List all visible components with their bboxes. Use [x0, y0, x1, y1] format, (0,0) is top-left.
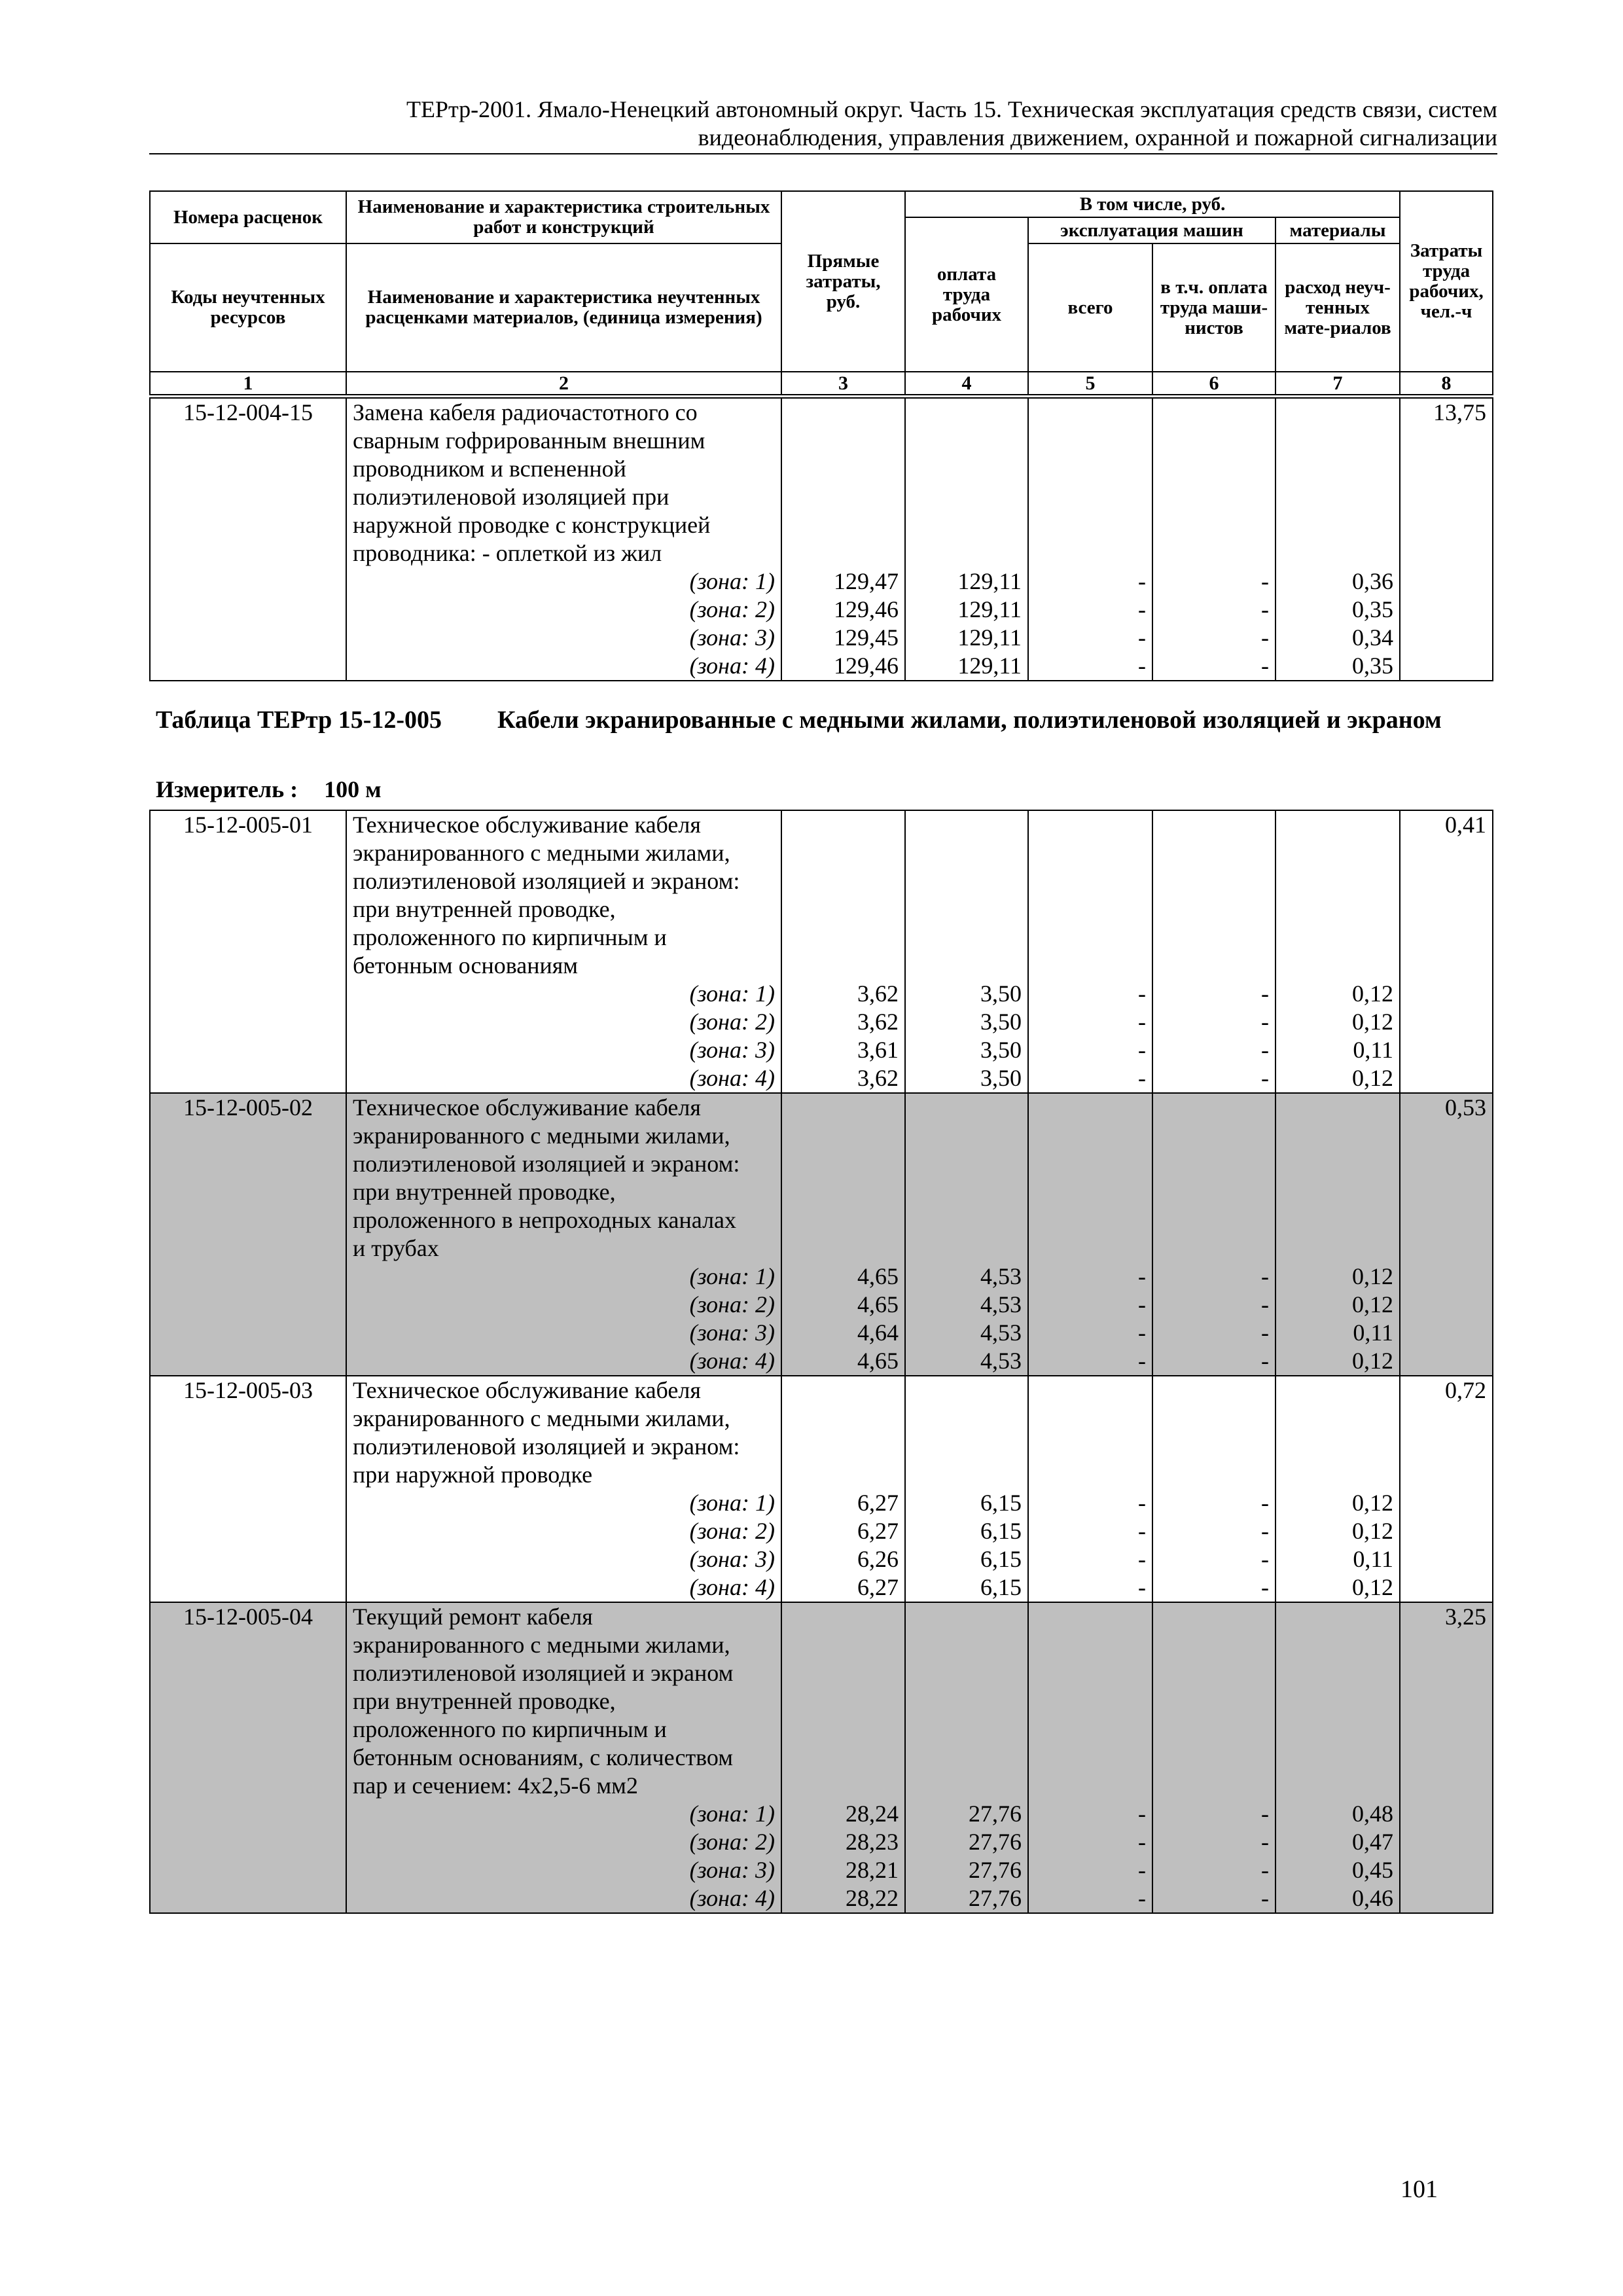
desc-line: Текущий ремонт кабеля: [353, 1604, 593, 1630]
table-row: [150, 810, 1493, 1093]
labor-costs: 0,41: [1400, 810, 1493, 1093]
value: 0,12: [1352, 1065, 1393, 1091]
value: -: [1261, 1319, 1269, 1346]
value: 28,24: [846, 1801, 899, 1827]
col-number: 7: [1275, 372, 1400, 395]
value: 3,50: [980, 1037, 1022, 1063]
wage-costs: [905, 398, 1028, 681]
col-labor: Затраты труда рабочих, чел.-ч: [1400, 191, 1493, 372]
value: 0,35: [1352, 653, 1393, 679]
value: 129,47: [834, 568, 899, 594]
rate-description: [346, 1602, 781, 1913]
value: 0,12: [1352, 1348, 1393, 1374]
value: -: [1261, 653, 1269, 679]
col-number: 8: [1400, 372, 1493, 395]
value: 3,50: [980, 1065, 1022, 1091]
labor-costs: 3,25: [1400, 1602, 1493, 1913]
value: 4,64: [857, 1319, 899, 1346]
materials: [1275, 810, 1400, 1093]
value: 0,12: [1352, 1009, 1393, 1035]
value: -: [1261, 1857, 1269, 1883]
labor-costs: 0,72: [1400, 1376, 1493, 1602]
desc-line: полиэтиленовой изоляцией и экраном:: [353, 1151, 740, 1177]
machinists-wage: [1152, 1376, 1275, 1602]
labor-costs: 13,75: [1400, 398, 1493, 681]
desc-line: проложенного по кирпичным и: [353, 924, 667, 950]
value: -: [1138, 568, 1146, 594]
desc-line: и трубах: [353, 1235, 439, 1261]
header-line-1: ТЕРтр-2001. Ямало-Ненецкий автономный округ. Часть 15. Техническая эксплуатация средств связи, систем: [406, 96, 1497, 122]
value: -: [1261, 1885, 1269, 1911]
col-codes-bottom: Коды неучтенных ресурсов: [150, 243, 346, 372]
col-number: 6: [1152, 372, 1275, 395]
value: 4,65: [857, 1263, 899, 1289]
desc-line: пар и сечением: 4х2,5-6 мм2: [353, 1772, 638, 1799]
desc-line: проводника: - оплеткой из жил: [353, 540, 662, 566]
col-name-top: Наименование и характеристика строительных работ и конструкций: [346, 191, 781, 243]
zone-label: (зона: 1): [689, 1490, 775, 1516]
table-row: [150, 1602, 1493, 1913]
value: 0,11: [1353, 1546, 1393, 1572]
table-header: [149, 190, 1493, 395]
value: 3,62: [857, 1065, 899, 1091]
value: 6,27: [857, 1518, 899, 1544]
direct-costs: [781, 1602, 905, 1913]
value: 0,11: [1353, 1037, 1393, 1063]
value: 0,12: [1352, 980, 1393, 1007]
desc-line: проложенного по кирпичным и: [353, 1716, 667, 1742]
desc-line: полиэтиленовой изоляцией и экраном: [353, 1660, 734, 1686]
value: 0,12: [1352, 1490, 1393, 1516]
value: 3,61: [857, 1037, 899, 1063]
zone-label: (зона: 3): [689, 1037, 775, 1063]
desc-line: Техническое обслуживание кабеля: [353, 1094, 701, 1121]
zone-label: (зона: 4): [689, 1065, 775, 1091]
direct-costs: [781, 810, 905, 1093]
value: -: [1138, 1037, 1146, 1063]
value: 0,12: [1352, 1263, 1393, 1289]
value: -: [1138, 1885, 1146, 1911]
value: 0,48: [1352, 1801, 1393, 1827]
value: 0,12: [1352, 1291, 1393, 1318]
value: 27,76: [969, 1885, 1022, 1911]
value: -: [1138, 1009, 1146, 1035]
machines-total: [1028, 398, 1152, 681]
value: 129,46: [834, 596, 899, 622]
machinists-wage: [1152, 1093, 1275, 1376]
value: -: [1261, 1348, 1269, 1374]
machinists-wage: [1152, 398, 1275, 681]
value: 0,34: [1352, 624, 1393, 651]
desc-line: при внутренней проводке,: [353, 1688, 616, 1714]
value: 129,11: [957, 596, 1022, 622]
value: 3,62: [857, 1009, 899, 1035]
value: 0,12: [1352, 1574, 1393, 1600]
running-header: [149, 96, 1497, 154]
table-title-name: Кабели экранированные с медными жилами, полиэтиленовой изоляцией и экраном: [497, 706, 1442, 734]
rate-code: 15-12-005-01: [150, 810, 346, 1093]
value: -: [1261, 1291, 1269, 1318]
col-mach-wage: в т.ч. оплата труда маши-нистов: [1152, 243, 1275, 372]
value: 27,76: [969, 1801, 1022, 1827]
value: -: [1138, 1518, 1146, 1544]
value: 129,11: [957, 568, 1022, 594]
col-number: 4: [905, 372, 1028, 395]
value: -: [1261, 1009, 1269, 1035]
value: 3,50: [980, 1009, 1022, 1035]
value: 3,50: [980, 980, 1022, 1007]
zone-label: (зона: 4): [689, 653, 775, 679]
value: 6,26: [857, 1546, 899, 1572]
rate-code: 15-12-005-02: [150, 1093, 346, 1376]
desc-line: полиэтиленовой изоляцией и экраном:: [353, 1433, 740, 1460]
wage-costs: [905, 1376, 1028, 1602]
materials: [1275, 398, 1400, 681]
zone-label: (зона: 1): [689, 1801, 775, 1827]
value: 27,76: [969, 1829, 1022, 1855]
desc-line: при внутренней проводке,: [353, 1179, 616, 1205]
value: -: [1261, 980, 1269, 1007]
machines-total: [1028, 810, 1152, 1093]
value: -: [1261, 1037, 1269, 1063]
value: -: [1138, 624, 1146, 651]
value: -: [1138, 1829, 1146, 1855]
zone-label: (зона: 4): [689, 1574, 775, 1600]
value: -: [1261, 1801, 1269, 1827]
wage-costs: [905, 1602, 1028, 1913]
materials: [1275, 1093, 1400, 1376]
value: -: [1138, 1490, 1146, 1516]
col-mat-unacc: расход неуч-тенных мате-риалов: [1275, 243, 1400, 372]
zone-label: (зона: 4): [689, 1348, 775, 1374]
value: 4,53: [980, 1263, 1022, 1289]
value: -: [1261, 568, 1269, 594]
value: 0,12: [1352, 1518, 1393, 1544]
desc-line: Техническое обслуживание кабеля: [353, 1377, 701, 1403]
value: -: [1261, 1263, 1269, 1289]
zone-label: (зона: 2): [689, 1829, 775, 1855]
measure-value: 100 м: [324, 776, 382, 802]
table-row: [150, 1376, 1493, 1602]
value: 28,21: [846, 1857, 899, 1883]
value: -: [1138, 596, 1146, 622]
desc-line: наружной проводке с конструкцией: [353, 512, 711, 538]
value: -: [1261, 596, 1269, 622]
machines-total: [1028, 1093, 1152, 1376]
value: 6,15: [980, 1490, 1022, 1516]
value: -: [1138, 1291, 1146, 1318]
labor-costs: 0,53: [1400, 1093, 1493, 1376]
value: 0,47: [1352, 1829, 1393, 1855]
value: 3,62: [857, 980, 899, 1007]
value: -: [1138, 1263, 1146, 1289]
col-number: 3: [781, 372, 905, 395]
value: 129,11: [957, 624, 1022, 651]
desc-line: сварным гофрированным внешним: [353, 427, 705, 454]
zone-label: (зона: 3): [689, 1857, 775, 1883]
rate-table-005: [149, 810, 1493, 1914]
wage-costs: [905, 1093, 1028, 1376]
value: 6,27: [857, 1490, 899, 1516]
col-materials: материалы: [1275, 217, 1400, 243]
value: -: [1261, 1546, 1269, 1572]
value: -: [1138, 1857, 1146, 1883]
zone-label: (зона: 2): [689, 596, 775, 622]
header-line-2: видеонаблюдения, управления движением, охранной и пожарной сигнализации: [698, 124, 1497, 151]
value: 129,11: [957, 653, 1022, 679]
value: 4,53: [980, 1319, 1022, 1346]
value: -: [1138, 1574, 1146, 1600]
value: 0,11: [1353, 1319, 1393, 1346]
value: -: [1138, 1319, 1146, 1346]
value: 4,53: [980, 1291, 1022, 1318]
machinists-wage: [1152, 1602, 1275, 1913]
value: -: [1261, 624, 1269, 651]
col-incl: В том числе, руб.: [905, 191, 1400, 217]
zone-label: (зона: 1): [689, 980, 775, 1007]
value: -: [1138, 653, 1146, 679]
rate-table-004: [149, 397, 1493, 681]
col-machines: эксплуатация машин: [1028, 217, 1275, 243]
value: -: [1138, 1065, 1146, 1091]
value: -: [1138, 980, 1146, 1007]
page-number: 101: [1400, 2176, 1438, 2203]
desc-line: при внутренней проводке,: [353, 896, 616, 922]
desc-line: экранированного с медными жилами,: [353, 1632, 730, 1658]
machines-total: [1028, 1602, 1152, 1913]
value: 28,23: [846, 1829, 899, 1855]
value: 129,45: [834, 624, 899, 651]
value: 4,65: [857, 1348, 899, 1374]
value: -: [1261, 1574, 1269, 1600]
desc-line: экранированного с медными жилами,: [353, 1122, 730, 1149]
rate-code: 15-12-005-04: [150, 1602, 346, 1913]
value: 0,46: [1352, 1885, 1393, 1911]
zone-label: (зона: 2): [689, 1009, 775, 1035]
desc-line: при наружной проводке: [353, 1462, 593, 1488]
col-mach-total: всего: [1028, 243, 1152, 372]
col-codes-top: Номера расценок: [150, 191, 346, 243]
value: 4,53: [980, 1348, 1022, 1374]
direct-costs: [781, 398, 905, 681]
value: -: [1261, 1829, 1269, 1855]
value: 0,35: [1352, 596, 1393, 622]
desc-line: бетонным основаниям, с количеством: [353, 1744, 734, 1770]
value: -: [1261, 1490, 1269, 1516]
desc-line: полиэтиленовой изоляцией и экраном:: [353, 868, 740, 894]
desc-line: проводником и вспененной: [353, 456, 626, 482]
value: 6,15: [980, 1546, 1022, 1572]
measure-label: Измеритель :: [156, 776, 298, 802]
value: -: [1138, 1546, 1146, 1572]
desc-line: Замена кабеля радиочастотного со: [353, 399, 698, 425]
value: 27,76: [969, 1857, 1022, 1883]
value: 6,27: [857, 1574, 899, 1600]
value: 129,46: [834, 653, 899, 679]
zone-label: (зона: 4): [689, 1885, 775, 1911]
rate-description: [346, 398, 781, 681]
zone-label: (зона: 2): [689, 1518, 775, 1544]
zone-label: (зона: 3): [689, 624, 775, 651]
zone-label: (зона: 1): [689, 568, 775, 594]
desc-line: бетонным основаниям: [353, 952, 579, 978]
rate-description: [346, 810, 781, 1093]
zone-label: (зона: 3): [689, 1319, 775, 1346]
value: 0,36: [1352, 568, 1393, 594]
direct-costs: [781, 1093, 905, 1376]
rate-code: 15-12-004-15: [150, 398, 346, 681]
machinists-wage: [1152, 810, 1275, 1093]
zone-label: (зона: 3): [689, 1546, 775, 1572]
value: -: [1138, 1801, 1146, 1827]
desc-line: экранированного с медными жилами,: [353, 1405, 730, 1431]
materials: [1275, 1602, 1400, 1913]
col-number: 2: [346, 372, 781, 395]
desc-line: экранированного с медными жилами,: [353, 840, 730, 866]
desc-line: полиэтиленовой изоляцией при: [353, 484, 669, 510]
value: 4,65: [857, 1291, 899, 1318]
value: -: [1138, 1348, 1146, 1374]
col-wage: оплата труда рабочих: [905, 217, 1028, 372]
measure: [156, 776, 382, 804]
direct-costs: [781, 1376, 905, 1602]
value: -: [1261, 1065, 1269, 1091]
value: 0,45: [1352, 1857, 1393, 1883]
desc-line: проложенного в непроходных каналах: [353, 1207, 737, 1233]
rate-description: [346, 1376, 781, 1602]
col-number: 5: [1028, 372, 1152, 395]
col-name-bottom: Наименование и характеристика неучтенных расценками материалов, (единица измерения): [346, 243, 781, 372]
col-number: 1: [150, 372, 346, 395]
wage-costs: [905, 810, 1028, 1093]
rate-description: [346, 1093, 781, 1376]
rate-code: 15-12-005-03: [150, 1376, 346, 1602]
machines-total: [1028, 1376, 1152, 1602]
zone-label: (зона: 2): [689, 1291, 775, 1318]
table-title-label: Таблица ТЕРтр 15-12-005: [156, 706, 442, 734]
zone-label: (зона: 1): [689, 1263, 775, 1289]
value: -: [1261, 1518, 1269, 1544]
col-direct: Прямые затраты, руб.: [781, 191, 905, 372]
materials: [1275, 1376, 1400, 1602]
value: 6,15: [980, 1574, 1022, 1600]
value: 28,22: [846, 1885, 899, 1911]
table-row: [150, 1093, 1493, 1376]
desc-line: Техническое обслуживание кабеля: [353, 812, 701, 838]
value: 6,15: [980, 1518, 1022, 1544]
